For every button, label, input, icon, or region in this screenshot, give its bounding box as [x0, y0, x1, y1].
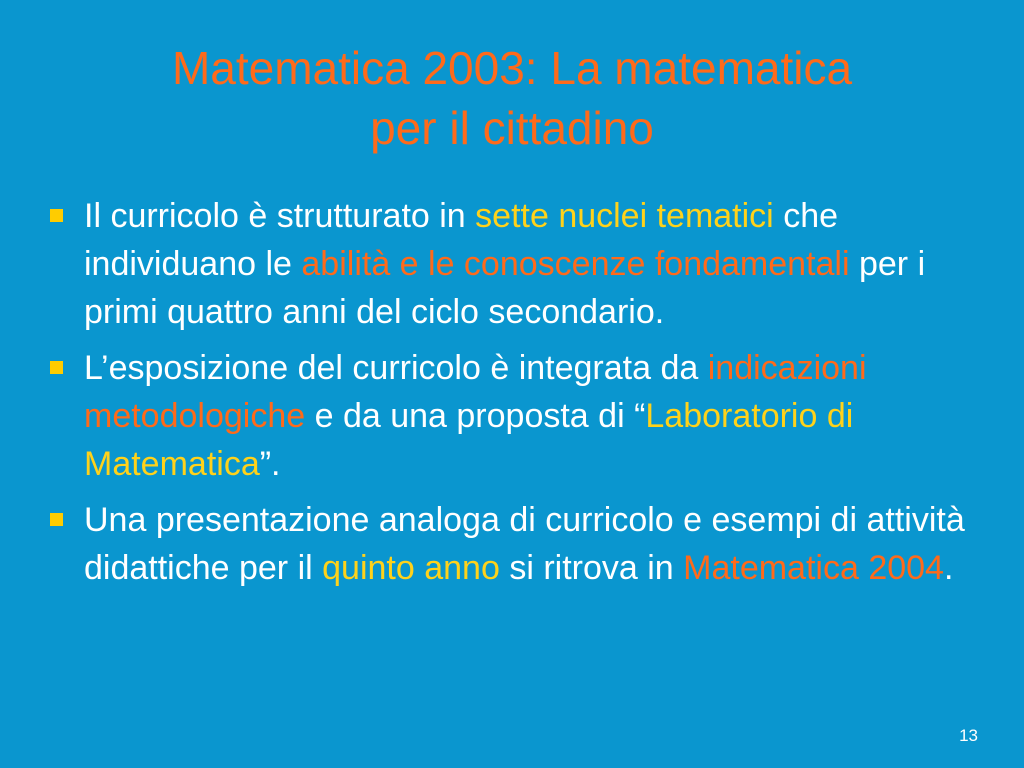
bullet-item-3 [44, 496, 994, 592]
square-bullet-icon [50, 209, 63, 222]
square-bullet-icon [50, 513, 63, 526]
page-number: 13 [959, 726, 978, 745]
bullet-3-text-1: Una presentazione analoga di curricolo e esempi di attività didattiche per il [84, 501, 965, 587]
bullet-2-text-1: L’esposizione del curricolo è integrata da [84, 349, 708, 387]
title-line-2: per il cittadino [370, 102, 654, 154]
bullet-3-text-2: si ritrova in [499, 549, 684, 587]
slide-title [40, 38, 984, 158]
bullet-2-text-2: e da una proposta di “ [305, 397, 646, 435]
bullet-item-1 [44, 192, 994, 336]
bullet-3-highlight-1: quinto anno [322, 549, 500, 587]
bullet-3-highlight-2: Matematica 2004 [683, 549, 944, 587]
square-bullet-icon [50, 361, 63, 374]
bullet-2-highlight-1: indicazioni metodologiche [84, 349, 867, 435]
bullet-1-text-2: che individuano le [84, 197, 839, 283]
bullet-3-text-3: . [943, 549, 954, 587]
bullet-list [44, 192, 994, 600]
bullet-1-text-3: per i primi quattro anni del ciclo secondario. [84, 245, 926, 331]
bullet-1-highlight-1: sette nuclei tematici [475, 197, 774, 235]
bullet-item-2 [44, 344, 994, 488]
bullet-2-text-3: ”. [259, 445, 281, 483]
bullet-1-text-1: Il curricolo è strutturato in [84, 197, 476, 235]
title-line-1: Matematica 2003: La matematica [171, 42, 853, 94]
bullet-1-highlight-2: abilità e le conoscenze fondamentali [301, 245, 850, 283]
bullet-2-highlight-2: Laboratorio di Matematica [84, 397, 854, 483]
